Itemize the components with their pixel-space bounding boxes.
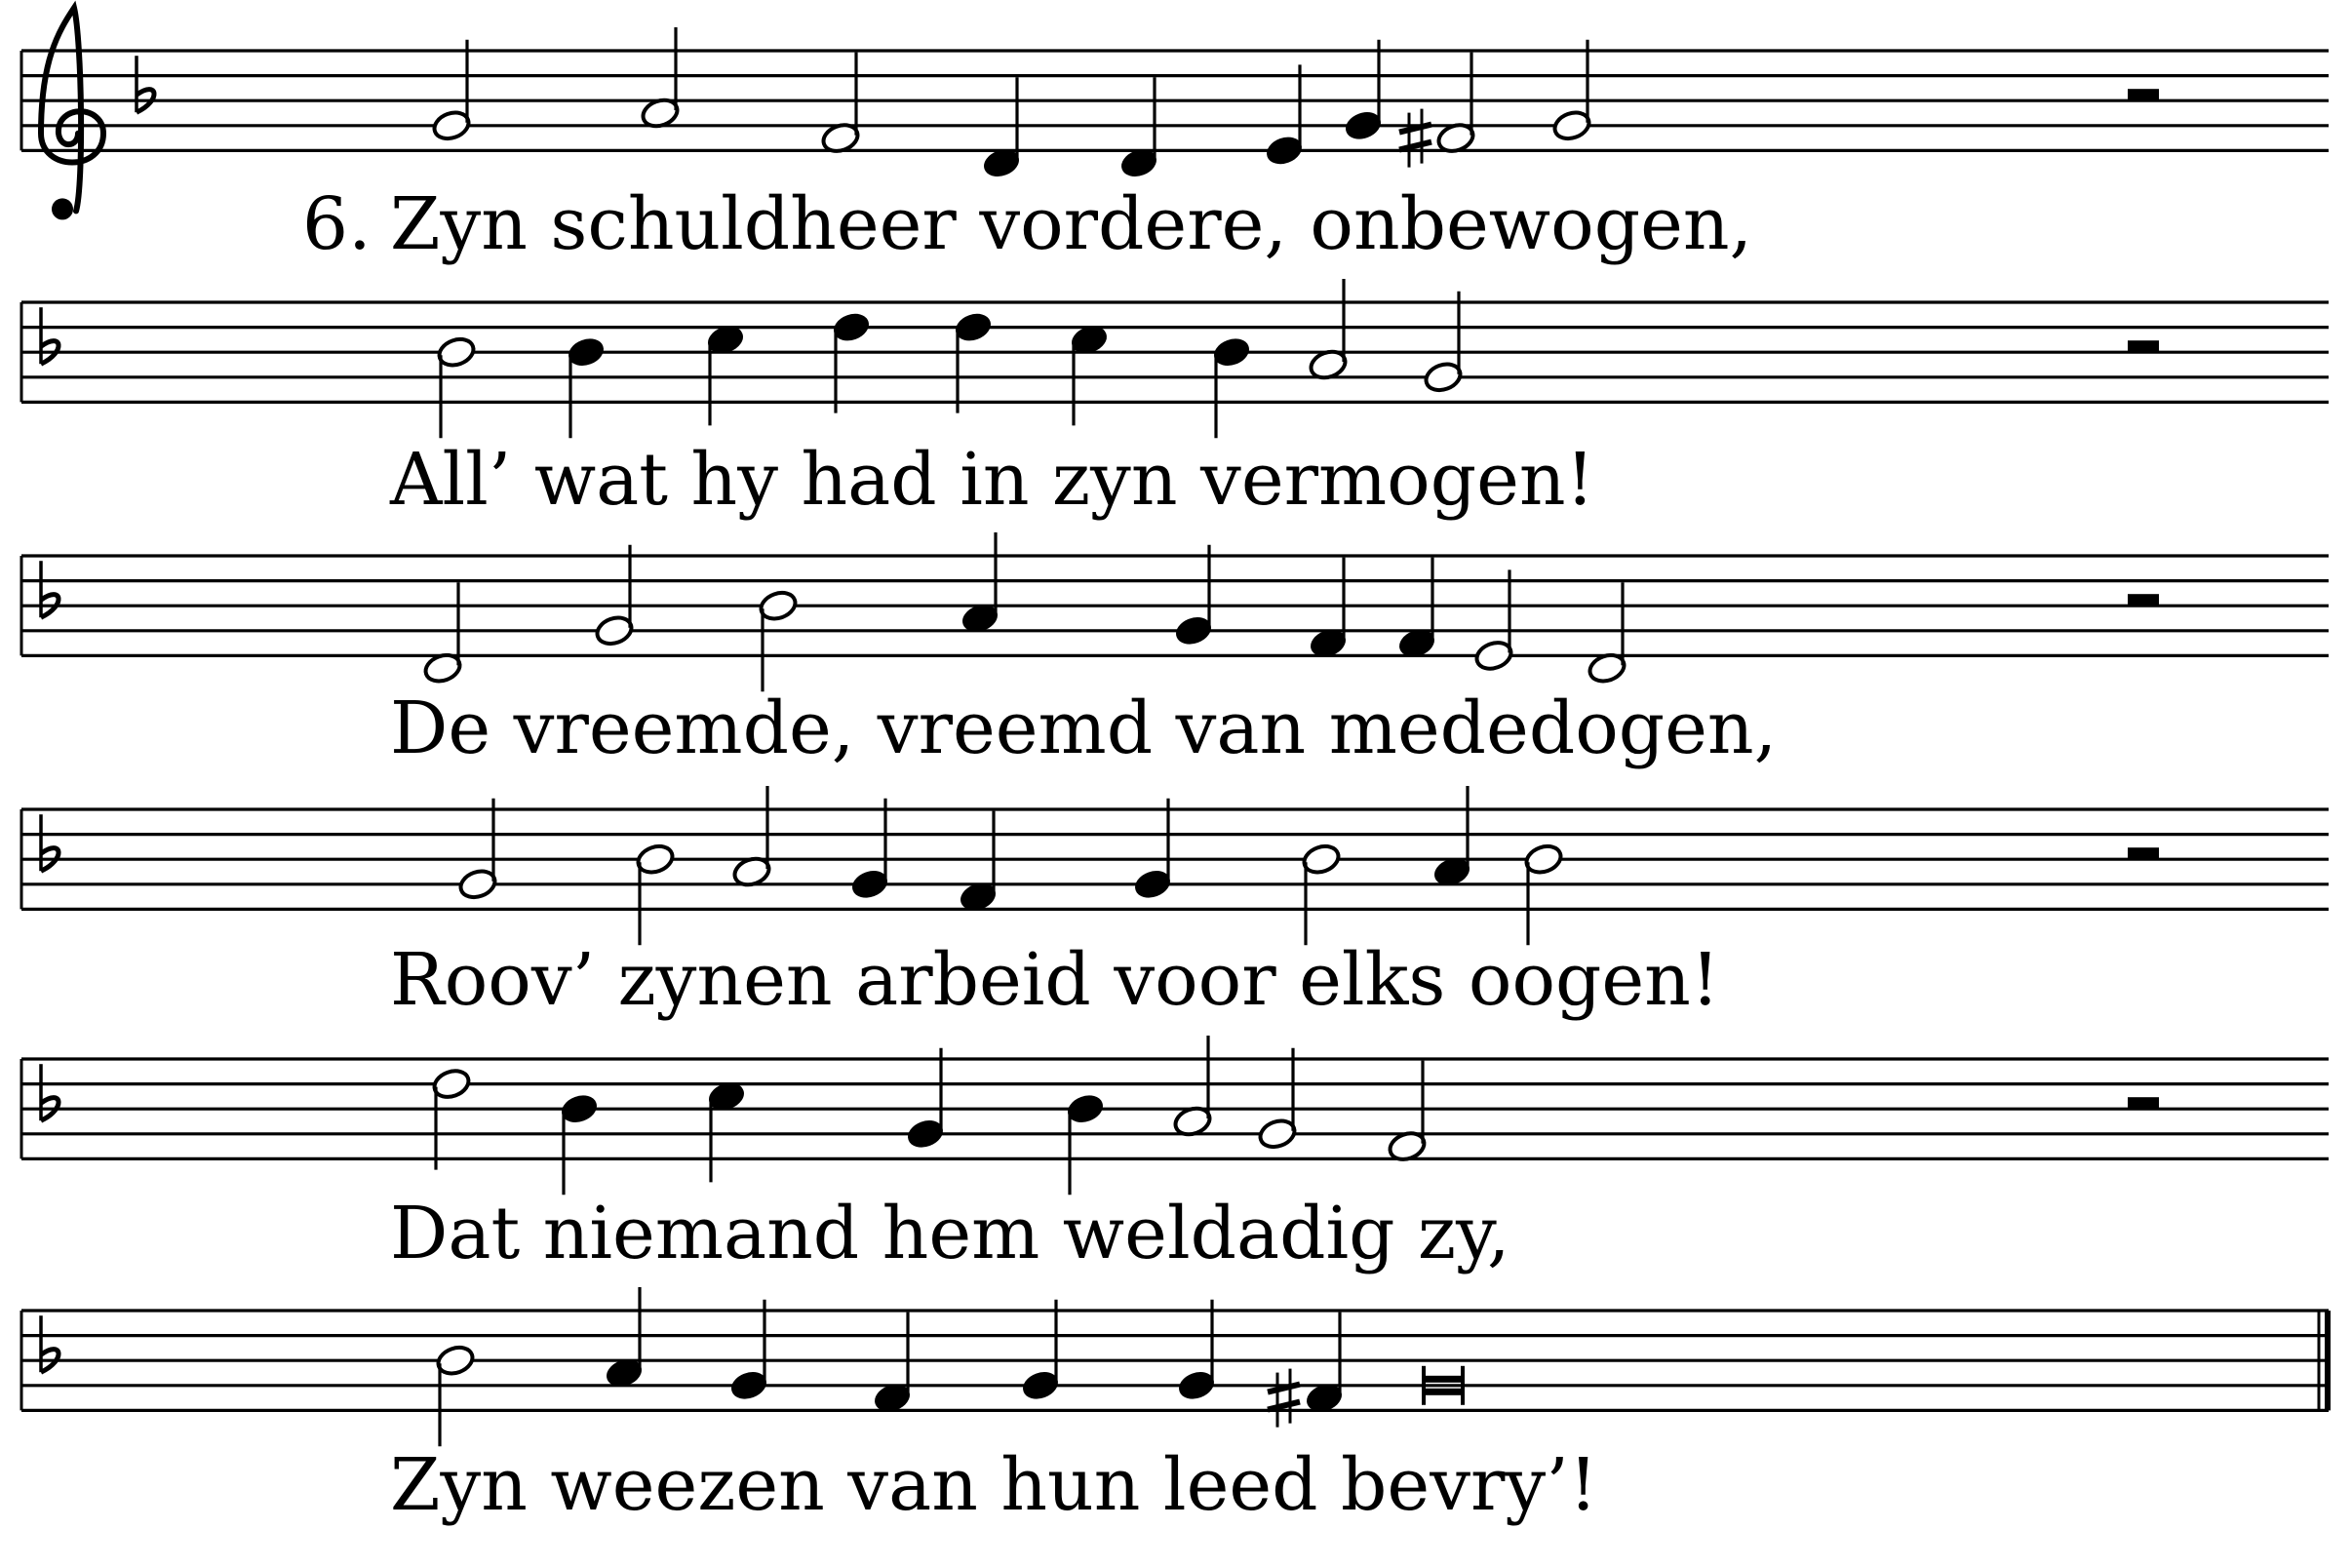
- music-note: [635, 842, 676, 945]
- music-note: [604, 1287, 645, 1391]
- staff-lines: [21, 809, 2329, 909]
- music-note: [1301, 842, 1342, 945]
- music-note: [640, 27, 681, 131]
- music-note: [1431, 786, 1472, 889]
- music-note: [958, 811, 999, 915]
- music-note: [1172, 1036, 1213, 1139]
- music-note: [1065, 1091, 1106, 1195]
- music-note: [1551, 40, 1592, 143]
- music-note: [1423, 292, 1464, 395]
- half-rest-icon: [2128, 340, 2159, 352]
- music-note: [431, 1067, 472, 1170]
- music-note: [1211, 334, 1252, 438]
- flat-sign-icon: [41, 561, 59, 617]
- staff-system: [21, 279, 2329, 522]
- music-note: [436, 334, 477, 438]
- sharp-sign-icon: [1268, 1369, 1300, 1428]
- lyric-line: Roov’ zynen arbeid voor elks oogen!: [390, 938, 1720, 1022]
- music-note: [1118, 77, 1159, 180]
- music-note: [953, 310, 994, 413]
- lyric-line: Zyn weezen van hun leed bevry’!: [390, 1443, 1598, 1527]
- staff-lines: [21, 302, 2329, 402]
- music-note: [820, 53, 861, 156]
- music-note: [981, 77, 1022, 180]
- lyric-line: De vreemde, vreemd van mededogen,: [390, 686, 1778, 770]
- half-rest-icon: [2128, 1097, 2159, 1109]
- music-note: [1264, 64, 1305, 168]
- music-note: [731, 786, 772, 889]
- music-note: [905, 1048, 946, 1152]
- staff-system: [21, 1287, 2331, 1527]
- music-note: [1387, 1061, 1428, 1164]
- music-note: [872, 1313, 913, 1416]
- flat-sign-icon: [41, 307, 59, 364]
- lyric-line: Dat niemand hem weldadig zy,: [390, 1192, 1510, 1275]
- music-note: [1587, 582, 1627, 686]
- music-note: [594, 545, 635, 648]
- flat-sign-icon: [41, 1315, 59, 1372]
- staff-system: [21, 8, 2329, 266]
- staff-lines: [21, 51, 2329, 150]
- music-note: [559, 1091, 600, 1195]
- music-note: [1473, 569, 1514, 673]
- final-barline: [2325, 1311, 2331, 1410]
- flat-sign-icon: [137, 56, 154, 112]
- half-rest-icon: [2128, 847, 2159, 859]
- treble-clef-icon: [41, 8, 103, 211]
- staff-system: [21, 1036, 2329, 1275]
- music-note: [457, 799, 498, 902]
- music-note: [1173, 545, 1214, 648]
- music-note: [706, 1078, 747, 1182]
- music-note: [431, 40, 472, 143]
- music-note: [1176, 1300, 1217, 1403]
- staff-lines: [21, 1059, 2329, 1158]
- music-note: [1523, 842, 1564, 945]
- music-note: [705, 322, 746, 425]
- staff-lines: [21, 1311, 2329, 1410]
- flat-sign-icon: [41, 1064, 59, 1120]
- flat-sign-icon: [41, 814, 59, 871]
- music-note: [831, 310, 872, 413]
- music-note: [1257, 1048, 1298, 1152]
- half-rest-icon: [2128, 89, 2159, 100]
- staff-system: [21, 786, 2329, 1022]
- music-note: [1343, 40, 1384, 143]
- music-note: [1069, 322, 1110, 425]
- music-note: [435, 1343, 476, 1446]
- sharp-sign-icon: [1399, 109, 1431, 168]
- music-note: [1308, 558, 1349, 661]
- half-rest-icon: [2128, 594, 2159, 606]
- staff-system: [21, 532, 2329, 770]
- music-note: [1132, 799, 1173, 902]
- clef-tail-dot: [52, 198, 73, 219]
- music-note: [1308, 279, 1349, 382]
- music-note: [1396, 558, 1437, 661]
- music-note: [728, 1300, 769, 1403]
- music-note: [849, 799, 890, 902]
- music-note: [960, 532, 1000, 636]
- music-note: [758, 588, 799, 691]
- lyric-line: Zyn schuldheer vordere, onbewogen,: [390, 182, 1753, 266]
- music-note: [422, 582, 463, 686]
- music-note: [566, 334, 607, 438]
- verse-number: 6.: [302, 182, 372, 266]
- music-note: [1020, 1300, 1061, 1403]
- lyric-line: All’ wat hy had in zyn vermogen!: [390, 438, 1595, 522]
- staff-lines: [21, 556, 2329, 655]
